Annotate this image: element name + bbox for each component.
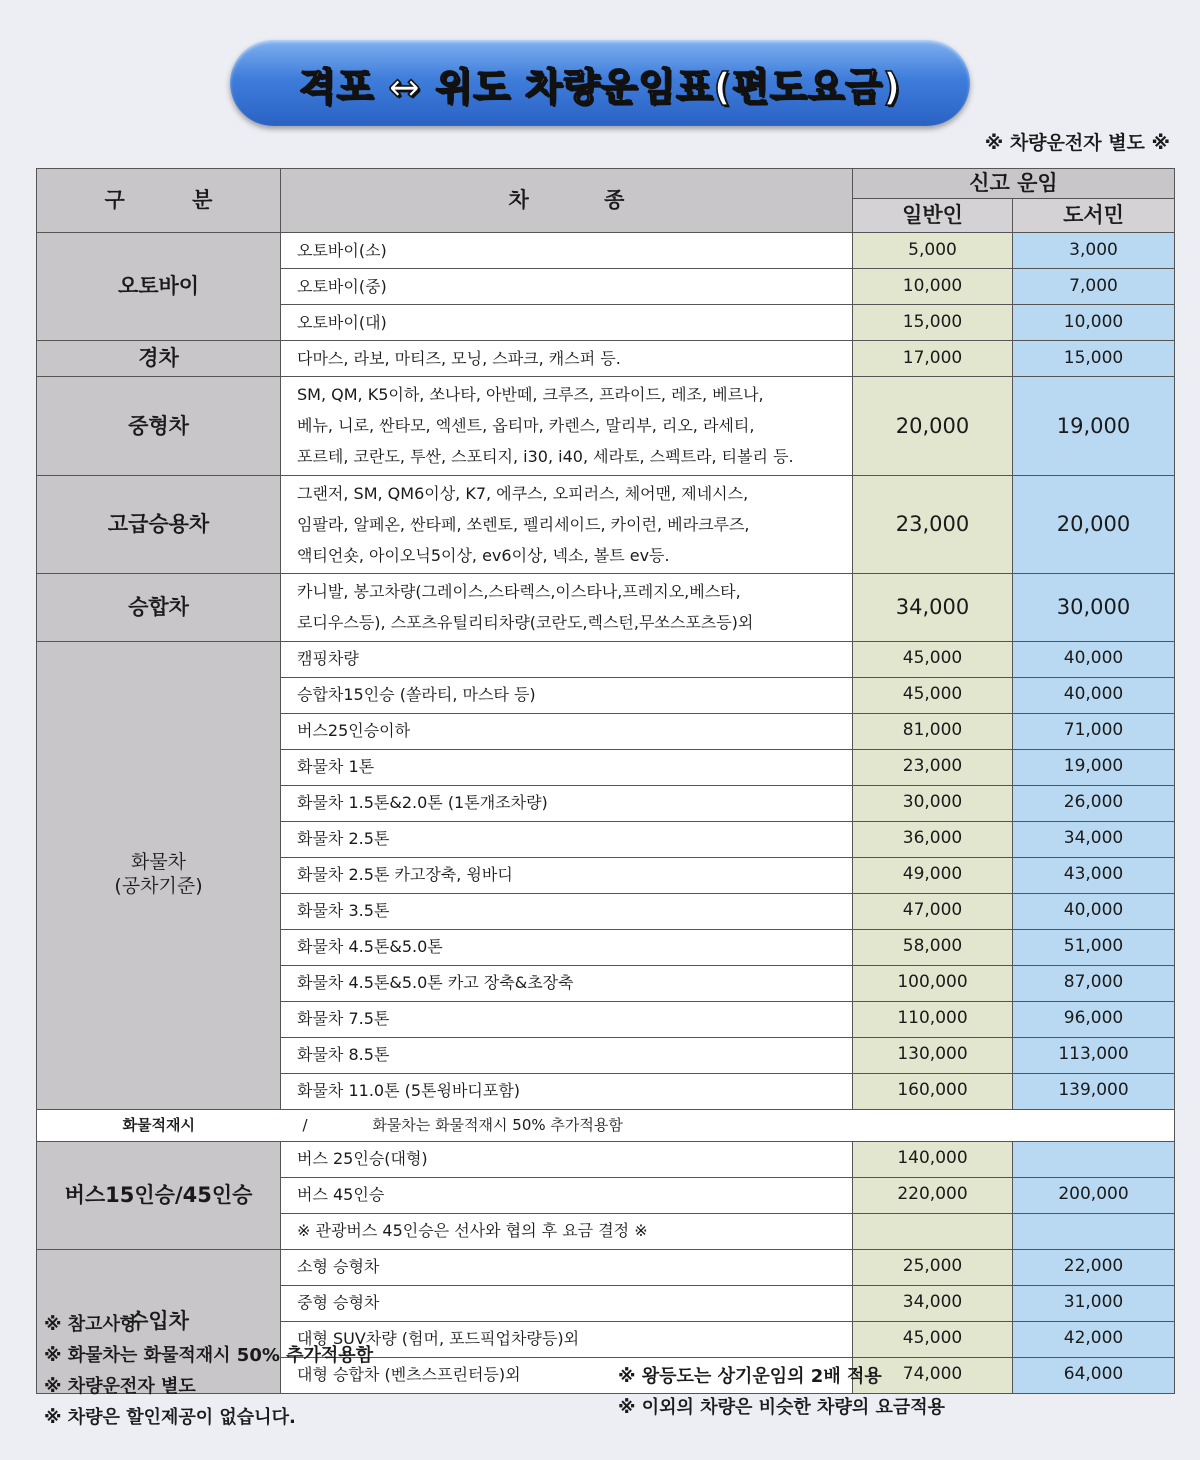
reference-note: ※ 화물차는 화물적재시 50% 추가적용함 [44,1344,374,1366]
vehicle-name: 오토바이(대) [281,305,853,341]
category-motorbike: 오토바이 [37,233,281,341]
title-banner [230,40,970,126]
loading-note-text: 화물차는 화물적재시 50% 추가적용함 [372,1115,623,1134]
vehicle-list-luxury [281,475,853,574]
category-truck [37,641,281,1109]
fare-general: 45,000 [853,1321,1013,1357]
fare-islander: 34,000 [1013,821,1175,857]
category-luxury: 고급승용차 [37,475,281,574]
fare-general: 49,000 [853,857,1013,893]
vehicle-name: 화물차 8.5톤 [281,1037,853,1073]
header-general: 일반인 [853,199,1013,233]
vehicle-name: 화물차 1.5톤&2.0톤 (1톤개조차량) [281,785,853,821]
fare-general: 100,000 [853,965,1013,1001]
fare-islander: 20,000 [1013,475,1175,574]
fare-general: 58,000 [853,929,1013,965]
fare-general-empty [853,1213,1013,1249]
fare-table-wrapper [36,168,1174,1394]
vehicle-name: 화물차 1톤 [281,749,853,785]
fare-general: 160,000 [853,1073,1013,1109]
header-vehicle: 차 종 [281,169,853,233]
fare-islander: 7,000 [1013,269,1175,305]
fare-islander: 113,000 [1013,1037,1175,1073]
fare-general: 45,000 [853,641,1013,677]
category-truck-label: 화물차 [130,851,187,874]
vehicle-name: 대형 승합차 (벤츠스프린터등)외 [281,1357,853,1393]
fare-islander: 19,000 [1013,749,1175,785]
fare-islander: 40,000 [1013,893,1175,929]
fare-general: 81,000 [853,713,1013,749]
reference-note: ※ 왕등도는 상기운임의 2배 적용 [618,1366,882,1387]
vehicle-name: 중형 승형차 [281,1285,853,1321]
category-midsize: 중형차 [37,377,281,476]
driver-note: ※ 차량운전자 별도 ※ [984,132,1170,154]
vehicle-name: 화물차 2.5톤 [281,821,853,857]
title-part-1: 격포 ↔ 위도 차량운임표( [298,64,733,109]
fare-table [36,168,1175,1394]
fare-islander: 22,000 [1013,1249,1175,1285]
fare-islander-empty [1013,1213,1175,1249]
vehicle-name: 화물차 4.5톤&5.0톤 카고 장축&초장축 [281,965,853,1001]
fare-islander: 87,000 [1013,965,1175,1001]
page-title [299,56,902,111]
fare-general: 17,000 [853,341,1013,377]
loading-note-label: 화물적재시 [37,1109,281,1141]
reference-note: ※ 참고사항 [44,1314,138,1335]
vehicle-line: 베뉴, 니로, 싼타모, 엑센트, 옵티마, 카렌스, 말리부, 리오, 라세티, [297,416,755,436]
fare-general: 25,000 [853,1249,1013,1285]
fare-general: 140,000 [853,1141,1013,1177]
vehicle-name: 화물차 3.5톤 [281,893,853,929]
vehicle-list-van [281,574,853,641]
vehicle-name: 화물차 7.5톤 [281,1001,853,1037]
table-row [37,1141,1175,1177]
vehicle-name: 소형 승형차 [281,1249,853,1285]
vehicle-name: 버스 25인승(대형) [281,1141,853,1177]
fare-general: 45,000 [853,677,1013,713]
loading-note-cell [281,1109,1175,1141]
vehicle-name: 승합차15인승 (쏠라티, 마스타 등) [281,677,853,713]
category-bus: 버스15인승/45인승 [37,1141,281,1249]
fare-islander: 15,000 [1013,341,1175,377]
fare-islander: 43,000 [1013,857,1175,893]
table-row [37,641,1175,677]
reference-note: ※ 차량운전자 별도 [44,1375,196,1397]
fare-islander: 64,000 [1013,1357,1175,1393]
fare-general: 23,000 [853,475,1013,574]
table-row [37,377,1175,476]
vehicle-name: 오토바이(소) [281,233,853,269]
vehicle-name: 버스25인승이하 [281,713,853,749]
vehicle-line: 포르테, 코란도, 투싼, 스포티지, i30, i40, 세라토, 스펙트라, 티볼리 등. [297,447,794,467]
vehicle-line: 카니발, 봉고차량(그레이스,스타렉스,이스타나,프레지오,베스타, [297,582,741,602]
vehicle-line: 액티언숏, 아이오닉5이상, ev6이상, 넥소, 볼트 ev등. [297,545,670,565]
title-part-3: ) [882,64,902,109]
loading-note-slash: / [302,1115,308,1134]
category-imported: 수입차 [37,1249,281,1393]
fare-general: 5,000 [853,233,1013,269]
vehicle-line: 그랜저, SM, QM6이상, K7, 에쿠스, 오피러스, 체어맨, 제네시스, [297,483,749,503]
fare-general: 30,000 [853,785,1013,821]
fare-general: 10,000 [853,269,1013,305]
table-row [37,233,1175,269]
header-fare: 신고 운임 [853,169,1175,199]
vehicle-name: 오토바이(중) [281,269,853,305]
fare-islander: 19,000 [1013,377,1175,476]
fare-general: 34,000 [853,574,1013,641]
reference-note: ※ 차량은 할인제공이 없습니다. [44,1406,296,1428]
table-row [37,574,1175,641]
fare-general: 36,000 [853,821,1013,857]
category-light-car: 경차 [37,341,281,377]
fare-general: 130,000 [853,1037,1013,1073]
vehicle-name: 다마스, 라보, 마티즈, 모닝, 스파크, 캐스퍼 등. [281,341,853,377]
fare-islander: 10,000 [1013,305,1175,341]
fare-islander: 3,000 [1013,233,1175,269]
vehicle-line: SM, QM, K5이하, 쏘나타, 아반떼, 크루즈, 프라이드, 레조, 베르나, [297,385,764,404]
reference-note: ※ 이외의 차량은 비슷한 차량의 요금적용 [618,1396,946,1418]
fare-general: 47,000 [853,893,1013,929]
vehicle-name: 화물차 4.5톤&5.0톤 [281,929,853,965]
vehicle-name: 화물차 11.0톤 (5톤윙바디포함) [281,1073,853,1109]
bus-note: ※ 관광버스 45인승은 선사와 협의 후 요금 결정 ※ [281,1213,853,1249]
vehicle-line: 임팔라, 알페온, 싼타페, 쏘렌토, 펠리세이드, 카이런, 베라크루즈, [297,514,750,534]
fare-islander: 96,000 [1013,1001,1175,1037]
category-truck-sublabel: (공차기준) [114,875,203,897]
reference-notes-right [618,1362,945,1424]
fare-islander: 42,000 [1013,1321,1175,1357]
fare-general: 74,000 [853,1357,1013,1393]
table-row [37,1249,1175,1285]
fare-islander: 71,000 [1013,713,1175,749]
vehicle-name: 화물차 2.5톤 카고장축, 윙바디 [281,857,853,893]
fare-general: 23,000 [853,749,1013,785]
fare-islander [1013,1141,1175,1177]
fare-general: 15,000 [853,305,1013,341]
vehicle-name: 버스 45인승 [281,1177,853,1213]
fare-general: 110,000 [853,1001,1013,1037]
loading-note-row [37,1109,1175,1141]
reference-notes-left [44,1310,373,1434]
vehicle-name: 대형 SUV차량 (험머, 포드픽업차량등)외 [281,1321,853,1357]
fare-general: 20,000 [853,377,1013,476]
fare-islander: 30,000 [1013,574,1175,641]
table-row [37,341,1175,377]
header-islander: 도서민 [1013,199,1175,233]
fare-islander: 31,000 [1013,1285,1175,1321]
vehicle-name: 캠핑차량 [281,641,853,677]
header-category: 구 분 [37,169,281,233]
fare-general: 220,000 [853,1177,1013,1213]
vehicle-list-midsize [281,377,853,476]
fare-islander: 51,000 [1013,929,1175,965]
category-van: 승합차 [37,574,281,641]
fare-islander: 40,000 [1013,641,1175,677]
fare-islander: 40,000 [1013,677,1175,713]
fare-islander: 26,000 [1013,785,1175,821]
title-part-highlight: 편도요금 [732,64,883,109]
table-row [37,475,1175,574]
fare-general: 34,000 [853,1285,1013,1321]
fare-islander: 139,000 [1013,1073,1175,1109]
vehicle-line: 로디우스등), 스포츠유틸리티차량(코란도,렉스턴,무쏘스포츠등)외 [297,613,754,633]
fare-islander: 200,000 [1013,1177,1175,1213]
